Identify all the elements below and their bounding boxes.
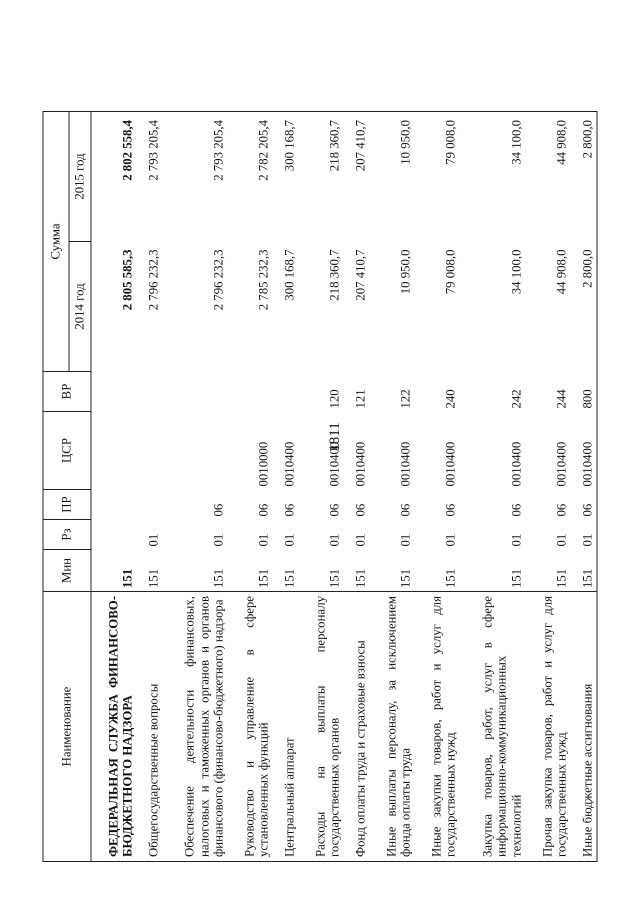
row-vr: 244 bbox=[554, 389, 569, 409]
table-row bbox=[571, 112, 597, 862]
row-pr: 06 bbox=[509, 503, 524, 517]
row-csr: 0010400 bbox=[282, 441, 297, 487]
table-row bbox=[460, 112, 525, 862]
rotated-table-container bbox=[43, 112, 598, 862]
row-vr bbox=[91, 372, 137, 412]
row-amount-2014: 218 360,7 bbox=[327, 249, 342, 301]
row-min: 151 bbox=[137, 550, 162, 592]
row-pr: 06 bbox=[443, 503, 458, 517]
row-rz: 01 bbox=[146, 533, 161, 547]
row-amount-2015: 300 168,7 bbox=[273, 112, 298, 242]
row-min: 151 bbox=[460, 550, 525, 592]
row-amount-2015: 2 802 558,4 bbox=[91, 112, 137, 242]
row-amount-2015: 34 100,0 bbox=[460, 112, 525, 242]
row-name: Иные бюджетные ассигнования bbox=[571, 592, 597, 862]
row-amount-2014: 79 008,0 bbox=[443, 249, 458, 295]
row-vr: 242 bbox=[509, 389, 524, 409]
table-row bbox=[415, 112, 460, 862]
row-pr: 06 bbox=[282, 503, 297, 517]
table-row bbox=[525, 112, 570, 862]
row-min: 151 bbox=[369, 550, 414, 592]
row-vr: 122 bbox=[398, 389, 413, 409]
row-rz: 01 bbox=[443, 533, 458, 547]
row-amount-2014: 44 908,0 bbox=[554, 249, 569, 295]
row-csr: 0010400 bbox=[509, 441, 524, 487]
row-rz: 01 bbox=[398, 533, 413, 547]
page-number: 1811 bbox=[327, 422, 343, 452]
row-name: Прочая закупка товаров, работ и услуг для государственных нужд bbox=[525, 592, 570, 862]
row-amount-2015: 10 950,0 bbox=[369, 112, 414, 242]
row-amount-2015: 2 793 205,4 bbox=[163, 112, 228, 242]
row-vr bbox=[137, 372, 162, 412]
row-amount-2014: 2 800,0 bbox=[571, 242, 597, 372]
row-rz: 01 bbox=[571, 520, 597, 550]
row-amount-2014: 2 805 585,3 bbox=[120, 249, 135, 311]
row-amount-2014: 207 410,7 bbox=[353, 249, 368, 301]
row-amount-2015: 44 908,0 bbox=[525, 112, 570, 242]
row-vr: 121 bbox=[353, 389, 368, 409]
row-rz: 01 bbox=[353, 533, 368, 547]
row-pr bbox=[91, 490, 137, 520]
header-2015: 2015 год bbox=[69, 112, 91, 242]
row-amount-2014: 2 785 232,3 bbox=[256, 249, 271, 311]
row-csr bbox=[91, 412, 137, 490]
table-row bbox=[228, 112, 273, 862]
header-sum: Сумма bbox=[43, 112, 69, 372]
row-amount-2014: 2 796 232,3 bbox=[211, 249, 226, 311]
table-row bbox=[344, 112, 369, 862]
table-row bbox=[91, 112, 137, 862]
table-row bbox=[273, 112, 298, 862]
row-min: 151 bbox=[299, 550, 344, 592]
row-rz: 01 bbox=[554, 533, 569, 547]
table-row bbox=[137, 112, 162, 862]
row-vr: 800 bbox=[571, 372, 597, 412]
row-vr bbox=[163, 372, 228, 412]
row-csr: 0010400 bbox=[327, 441, 342, 487]
row-pr: 06 bbox=[256, 503, 271, 517]
row-min: 151 bbox=[415, 550, 460, 592]
row-pr: 06 bbox=[327, 503, 342, 517]
row-amount-2015: 2 800,0 bbox=[571, 112, 597, 242]
row-pr: 06 bbox=[211, 503, 226, 517]
row-name: Центральный аппарат bbox=[273, 592, 298, 862]
header-name: Наименование bbox=[43, 592, 91, 862]
row-amount-2014: 34 100,0 bbox=[509, 249, 524, 295]
row-min: 151 bbox=[273, 550, 298, 592]
row-vr bbox=[273, 372, 298, 412]
row-name: Фонд оплаты труда и страховые взносы bbox=[344, 592, 369, 862]
row-amount-2015: 2 793 205,4 bbox=[137, 112, 162, 242]
header-min: Мин bbox=[43, 550, 91, 592]
row-amount-2015: 218 360,7 bbox=[299, 112, 344, 242]
row-pr: 06 bbox=[554, 503, 569, 517]
row-pr: 06 bbox=[353, 503, 368, 517]
table-row bbox=[369, 112, 414, 862]
table-row bbox=[163, 112, 228, 862]
row-min: 151 bbox=[91, 550, 137, 592]
row-name: Расходы на выплаты персоналу государственных органов bbox=[299, 592, 344, 862]
row-name: Закупка товаров, работ, услуг в сфере информационно-коммуникационных технологий bbox=[460, 592, 525, 862]
row-min: 151 bbox=[525, 550, 570, 592]
row-name: Руководство и управление в сфере установленных функций bbox=[228, 592, 273, 862]
row-name: Общегосударственные вопросы bbox=[137, 592, 162, 862]
row-name: Иные выплаты персоналу, за исключением фонда оплаты труда bbox=[369, 592, 414, 862]
header-pr: ПР bbox=[43, 490, 91, 520]
row-pr: 06 bbox=[398, 503, 413, 517]
row-rz: 01 bbox=[282, 533, 297, 547]
row-amount-2014: 300 168,7 bbox=[282, 249, 297, 301]
row-amount-2014: 10 950,0 bbox=[398, 249, 413, 295]
row-min: 151 bbox=[228, 550, 273, 592]
row-min: 151 bbox=[344, 550, 369, 592]
header-rz: Рз bbox=[43, 520, 91, 550]
row-csr: 0010400 bbox=[554, 441, 569, 487]
row-name: Обеспечение деятельности финансовых, налоговых и таможенных органов и органов финансового (финансово-бюджетного) надзора bbox=[163, 592, 228, 862]
row-name: Иные закупки товаров, работ и услуг для государственных нужд bbox=[415, 592, 460, 862]
header-vr: ВР bbox=[43, 372, 91, 412]
row-vr: 120 bbox=[327, 389, 342, 409]
row-amount-2014: 2 796 232,3 bbox=[146, 249, 161, 311]
header-2014: 2014 год bbox=[69, 242, 91, 372]
row-vr: 240 bbox=[443, 389, 458, 409]
row-csr: 0010000 bbox=[256, 441, 271, 487]
row-csr bbox=[163, 412, 228, 490]
row-csr: 0010400 bbox=[398, 441, 413, 487]
row-min: 151 bbox=[163, 550, 228, 592]
table-row bbox=[299, 112, 344, 862]
row-csr: 0010400 bbox=[353, 441, 368, 487]
header-csr: ЦСР bbox=[43, 412, 91, 490]
row-csr: 0010400 bbox=[443, 441, 458, 487]
row-min: 151 bbox=[571, 550, 597, 592]
row-csr bbox=[137, 412, 162, 490]
row-rz: 01 bbox=[256, 533, 271, 547]
budget-table bbox=[43, 111, 598, 862]
row-amount-2015: 79 008,0 bbox=[415, 112, 460, 242]
row-name: ФЕДЕРАЛЬНАЯ СЛУЖБА ФИНАНСОВО-БЮДЖЕТНОГО НАДЗОРА bbox=[91, 592, 137, 862]
row-rz: 01 bbox=[211, 533, 226, 547]
row-pr: 06 bbox=[571, 490, 597, 520]
row-amount-2015: 2 782 205,4 bbox=[228, 112, 273, 242]
row-csr: 0010400 bbox=[571, 412, 597, 490]
row-rz: 01 bbox=[509, 533, 524, 547]
row-vr bbox=[228, 372, 273, 412]
row-amount-2015: 207 410,7 bbox=[344, 112, 369, 242]
row-rz: 01 bbox=[327, 533, 342, 547]
row-rz bbox=[91, 520, 137, 550]
row-pr bbox=[137, 490, 162, 520]
